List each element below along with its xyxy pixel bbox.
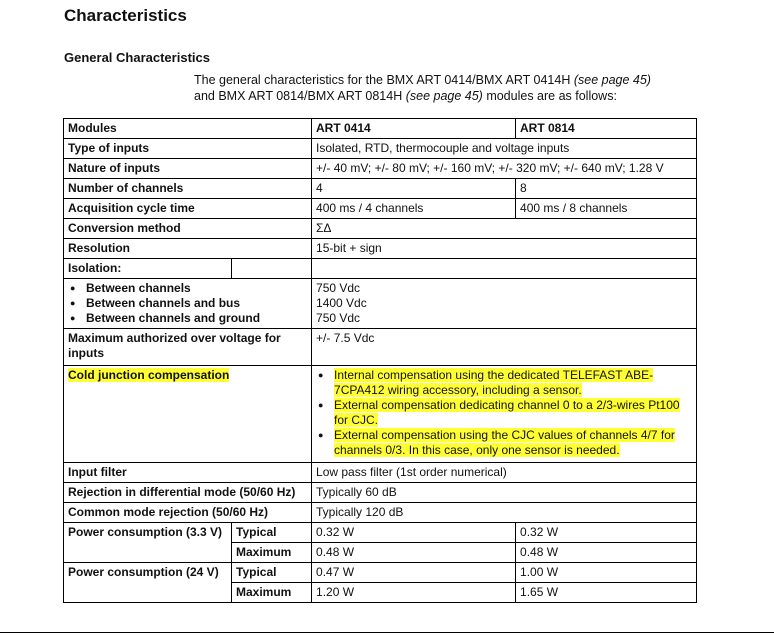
row-value: 0.47 W: [312, 563, 516, 583]
table-row: [64, 259, 697, 279]
isolation-value: 750 Vdc: [316, 311, 361, 325]
cjc-label-cell: [64, 366, 312, 463]
table-row: [64, 139, 697, 159]
see-page-link-2[interactable]: (see page 45): [405, 89, 483, 103]
row-value: 4: [312, 179, 516, 199]
cjc-list-cell: [312, 366, 697, 463]
row-label: Power consumption (3.3 V): [64, 523, 232, 563]
row-value: Isolated, RTD, thermocouple and voltage inputs: [312, 139, 697, 159]
row-label: Common mode rejection (50/60 Hz): [64, 503, 312, 523]
intro-text-2: and BMX ART 0814/BMX ART 0814H: [194, 89, 406, 103]
row-value: 0.48 W: [312, 543, 516, 563]
table-row: [64, 219, 697, 239]
row-value: Typically 120 dB: [312, 503, 697, 523]
sub-label: Typical: [232, 523, 312, 543]
sub-label: Maximum: [232, 543, 312, 563]
row-value: 8: [516, 179, 697, 199]
table-row: [64, 366, 697, 463]
row-label: Rejection in differential mode (50/60 Hz): [64, 483, 312, 503]
list-item: ● Between channels: [68, 281, 307, 296]
section-subtitle: General Characteristics: [64, 50, 210, 65]
header-modules: Modules: [64, 119, 312, 139]
row-label: Maximum authorized over voltage for inputs: [64, 329, 312, 366]
row-label: Type of inputs: [64, 139, 312, 159]
sub-label: Maximum: [232, 583, 312, 603]
list-item: [316, 428, 686, 458]
sub-label: Typical: [232, 563, 312, 583]
row-value: Low pass filter (1st order numerical): [312, 463, 697, 483]
row-label: Number of channels: [64, 179, 312, 199]
row-label: Power consumption (24 V): [64, 563, 232, 603]
see-page-link-1[interactable]: (see page 45): [573, 73, 651, 87]
cjc-label: Cold junction compensation: [68, 368, 230, 382]
row-value: 0.32 W: [516, 523, 697, 543]
list-item: ● Between channels and ground: [68, 311, 307, 326]
isolation-value: 750 Vdc: [316, 281, 361, 295]
row-label: Acquisition cycle time: [64, 199, 312, 219]
row-value: 1.00 W: [516, 563, 697, 583]
list-item: [316, 398, 686, 428]
table-row: [64, 119, 697, 139]
row-value: 0.48 W: [516, 543, 697, 563]
header-art0814: ART 0814: [516, 119, 697, 139]
row-value: 400 ms / 8 channels: [516, 199, 697, 219]
row-label: Input filter: [64, 463, 312, 483]
empty-cell: [232, 259, 312, 279]
row-value: Typically 60 dB: [312, 483, 697, 503]
table-row: [64, 329, 697, 366]
table-row: [64, 279, 697, 329]
list-item: ● Between channels and bus: [68, 296, 307, 311]
table-row: [64, 463, 697, 483]
page-bottom-divider: [0, 632, 774, 633]
characteristics-table: [63, 118, 697, 603]
table-row: [64, 179, 697, 199]
page-title: Characteristics: [64, 6, 187, 25]
table-row: [64, 159, 697, 179]
cjc-item: External compensation using the CJC values of channels 4/7 for channels 0/3. In this case, only one sensor is needed.: [334, 428, 675, 457]
header-art0414: ART 0414: [312, 119, 516, 139]
empty-cell: [312, 259, 697, 279]
isolation-list-cell: [64, 279, 312, 329]
row-value: 1.20 W: [312, 583, 516, 603]
isolation-values-cell: [312, 279, 697, 329]
table-row: [64, 563, 697, 583]
table-row: [64, 503, 697, 523]
table-row: [64, 523, 697, 543]
table-row: [64, 483, 697, 503]
row-label: Conversion method: [64, 219, 312, 239]
intro-text-1: The general characteristics for the BMX ART 0414/BMX ART 0414H: [194, 73, 574, 87]
list-item: [316, 368, 686, 398]
row-value: 0.32 W: [312, 523, 516, 543]
row-value: 400 ms / 4 channels: [312, 199, 516, 219]
isolation-value: 1400 Vdc: [316, 296, 367, 310]
intro-text-3: modules are as follows:: [482, 89, 617, 103]
row-value: 15-bit + sign: [312, 239, 697, 259]
table-row: [64, 239, 697, 259]
row-value: ΣΔ: [312, 219, 697, 239]
row-label: Isolation:: [64, 259, 232, 279]
row-value: +/- 7.5 Vdc: [312, 329, 697, 366]
cjc-item: Internal compensation using the dedicated TELEFAST ABE-7CPA412 wiring accessory, including a sensor.: [334, 368, 654, 397]
row-value: +/- 40 mV; +/- 80 mV; +/- 160 mV; +/- 320 mV; +/- 640 mV; 1.28 V: [312, 159, 697, 179]
intro-paragraph: [194, 72, 651, 104]
row-label: Resolution: [64, 239, 312, 259]
row-label: Nature of inputs: [64, 159, 312, 179]
row-value: 1.65 W: [516, 583, 697, 603]
table-row: [64, 199, 697, 219]
cjc-item: External compensation dedicating channel 0 to a 2/3-wires Pt100 for CJC.: [334, 398, 680, 427]
